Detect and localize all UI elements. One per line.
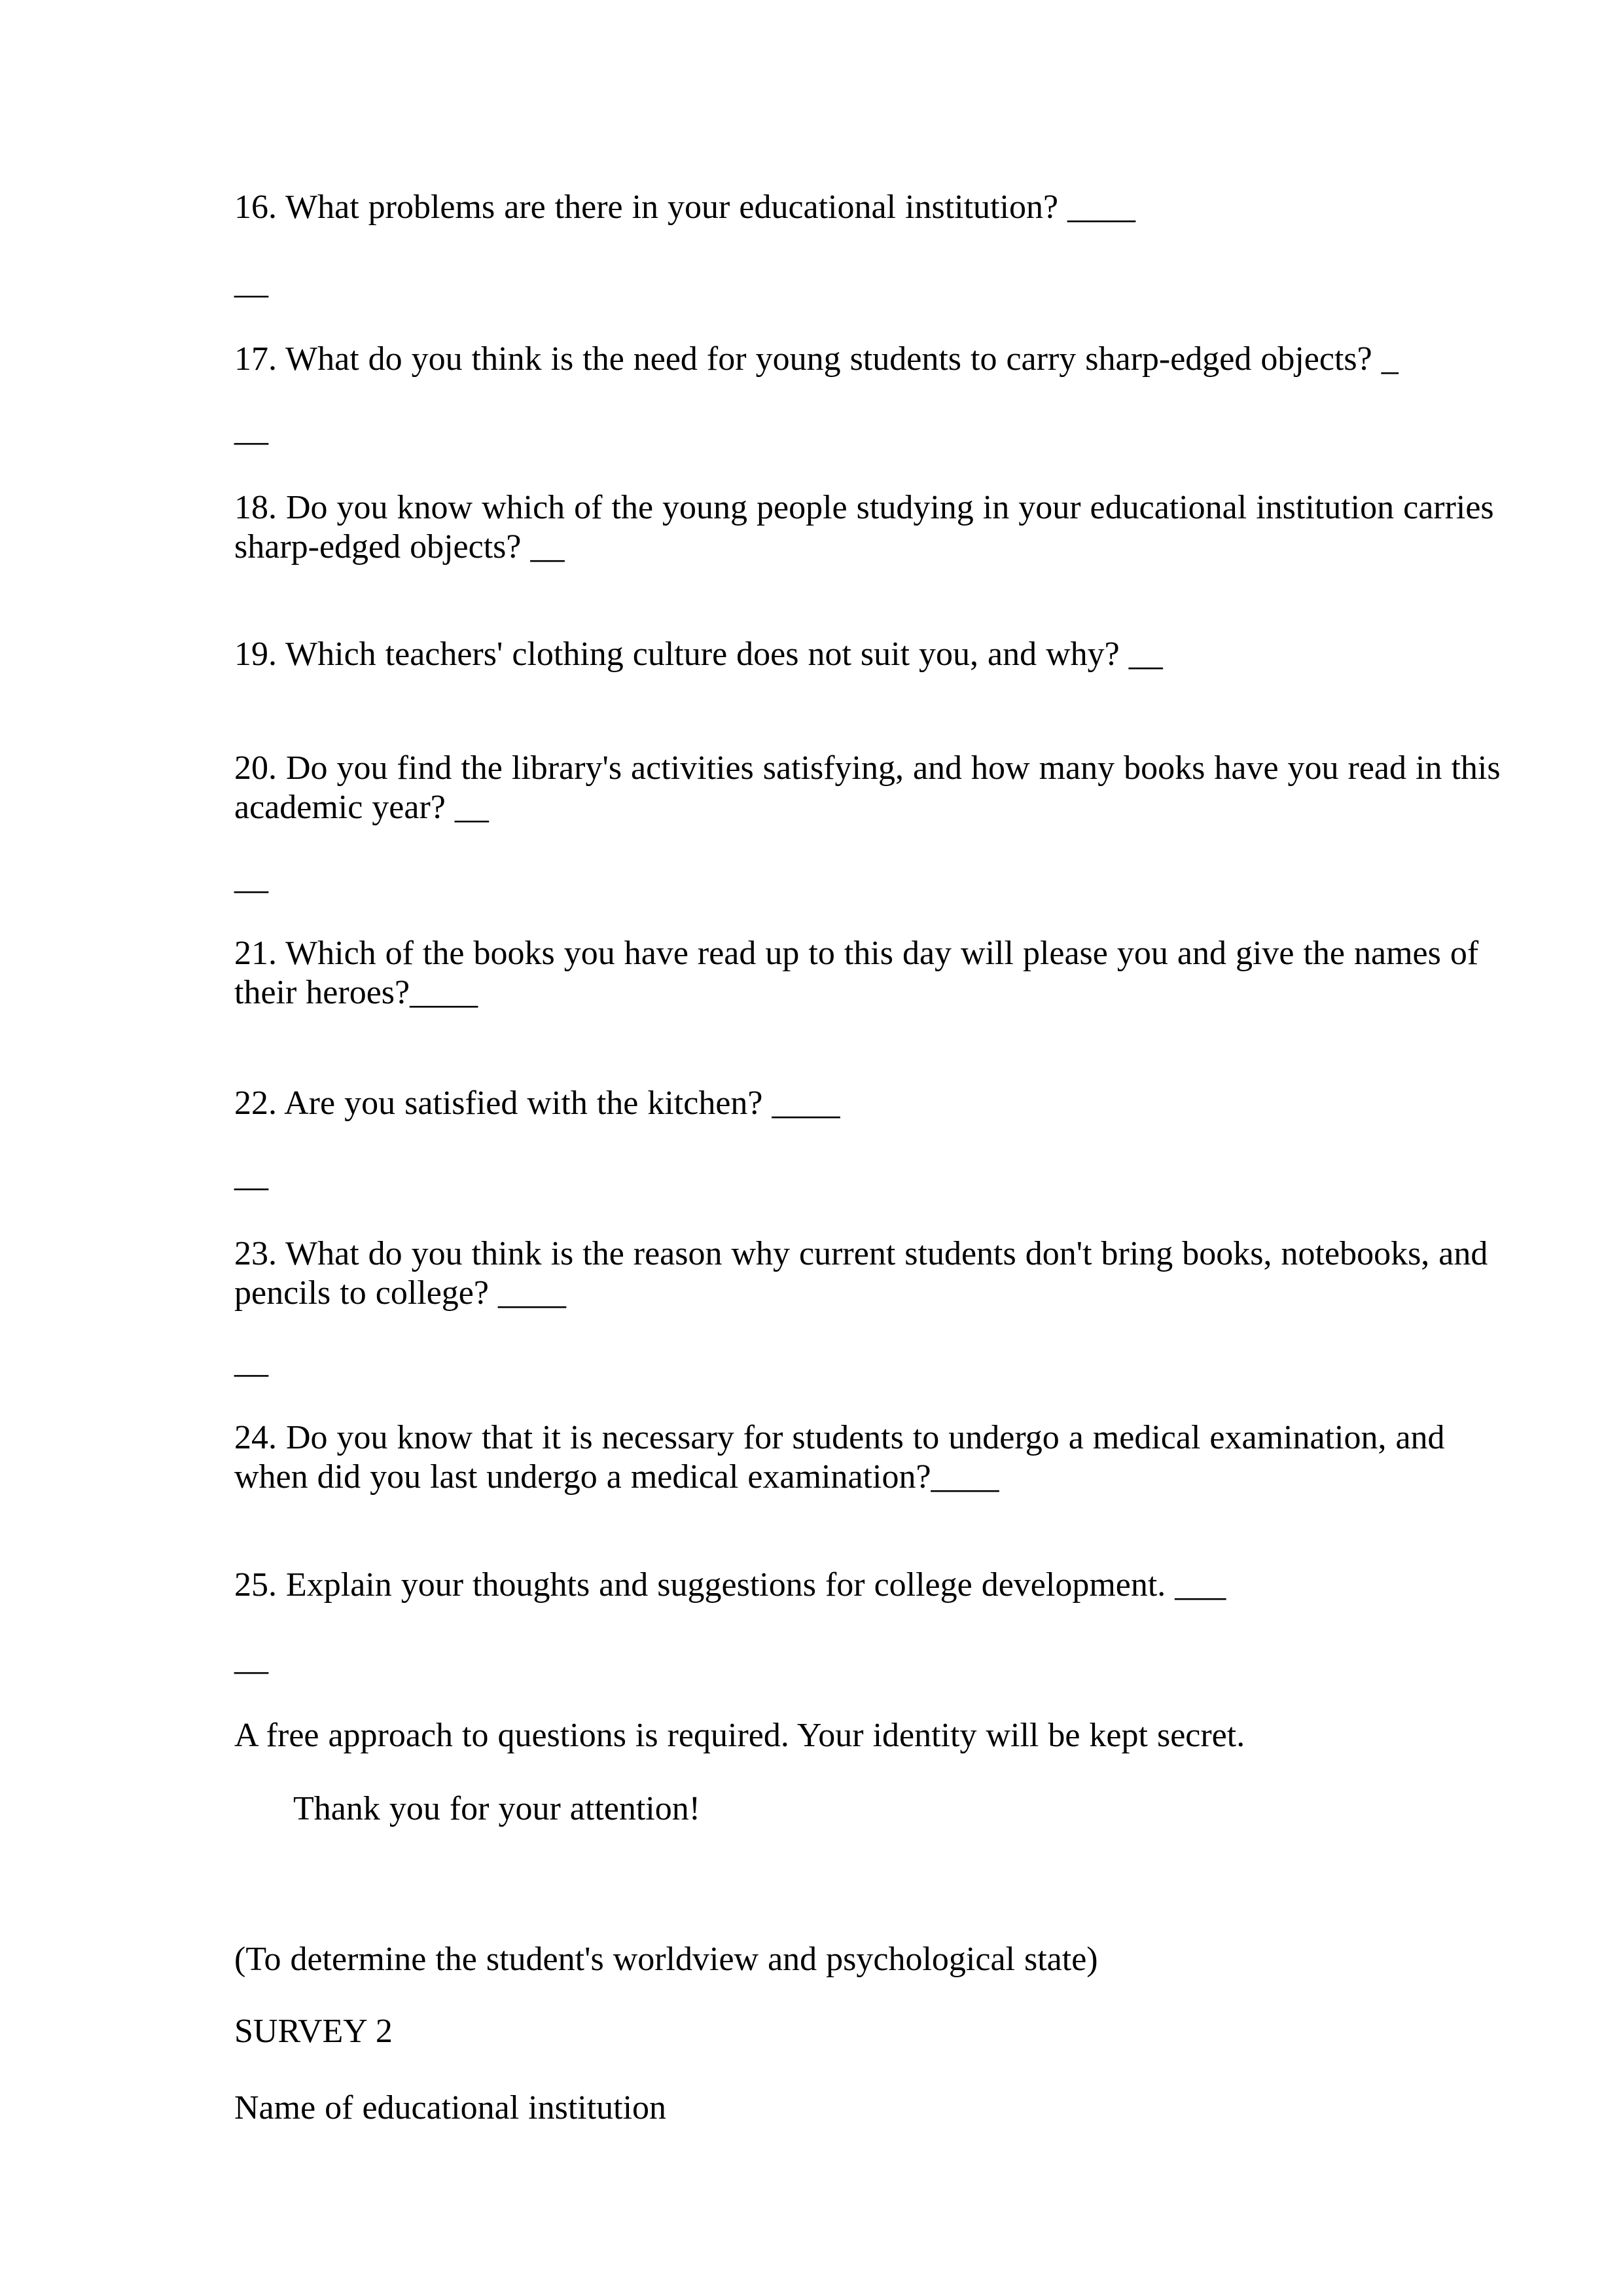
answer-blank-line: __ [234, 1343, 268, 1380]
answer-blank-line: __ [234, 1640, 268, 1677]
question-16: 16. What problems are there in your educational institution? ____ [234, 188, 1136, 226]
thanks-note: Thank you for your attention! [293, 1790, 701, 1827]
question-19: 19. Which teachers' clothing culture does not suit you, and why? __ [234, 636, 1163, 673]
question-25: 25. Explain your thoughts and suggestions for college development. ___ [234, 1566, 1226, 1604]
institution-name-label: Name of educational institution [234, 2089, 667, 2126]
survey2-heading: SURVEY 2 [234, 2013, 393, 2050]
answer-blank-line: __ [234, 859, 268, 897]
question-18: 18. Do you know which of the young people studying in your educational institution carries sharp-edged objects? __ [234, 489, 1503, 565]
question-17: 17. What do you think is the need for young students to carry sharp-edged objects? _ [234, 340, 1399, 378]
answer-blank-line: __ [234, 264, 268, 301]
question-20: 20. Do you find the library's activities satisfying, and how many books have you read in this academic year? __ [234, 749, 1510, 826]
question-23: 23. What do you think is the reason why current students don't bring books, notebooks, and pencils to college? ____ [234, 1235, 1497, 1312]
answer-blank-line: __ [234, 411, 268, 448]
closing-note: A free approach to questions is required. Your identity will be kept secret. [234, 1717, 1245, 1754]
survey2-purpose: (To determine the student's worldview and psychological state) [234, 1941, 1098, 1978]
question-24: 24. Do you know that it is necessary for students to undergo a medical examination, and when did you last undergo a medical examination?____ [234, 1419, 1454, 1496]
question-21: 21. Which of the books you have read up to this day will please you and give the names of their heroes?____ [234, 935, 1488, 1011]
answer-blank-line: __ [234, 1157, 268, 1194]
question-22: 22. Are you satisfied with the kitchen? ____ [234, 1085, 840, 1122]
